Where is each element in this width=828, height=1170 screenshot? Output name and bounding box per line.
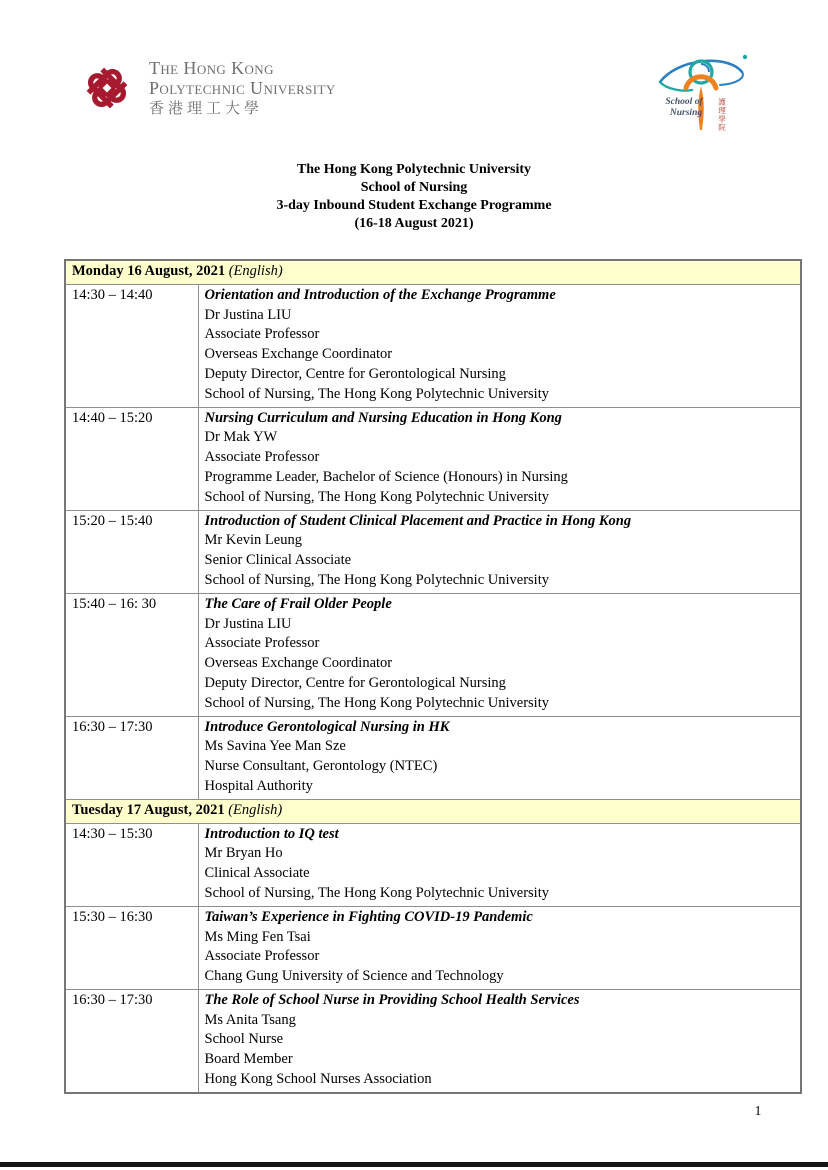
- day-header-cell: [65, 799, 801, 823]
- session-detail: Programme Leader, Bachelor of Science (Honours) in Nursing: [204, 468, 568, 485]
- session-detail: Senior Clinical Associate: [204, 552, 352, 569]
- session-time: 15:20 – 15:40: [65, 510, 198, 593]
- session-content: [198, 284, 801, 407]
- session-row: [65, 510, 801, 593]
- session-detail: Dr Justina LIU: [204, 306, 292, 323]
- session-detail: Ms Ming Fen Tsai: [204, 928, 311, 945]
- session-content: [198, 593, 801, 716]
- session-detail: Overseas Exchange Coordinator: [204, 655, 393, 672]
- session-detail: School Nurse: [204, 1031, 284, 1048]
- day-header-row: [65, 260, 801, 284]
- session-detail: Board Member: [204, 1051, 293, 1068]
- document-title: [0, 161, 828, 233]
- session-row: [65, 407, 801, 510]
- day-date: Tuesday 17 August, 2021: [72, 801, 225, 818]
- son-label-chinese: 護理學院: [717, 98, 727, 132]
- session-detail: Hong Kong School Nurses Association: [204, 1071, 432, 1088]
- day-date: Monday 16 August, 2021: [72, 263, 226, 279]
- session-detail: Nurse Consultant, Gerontology (NTEC): [204, 758, 438, 775]
- polyu-wordmark: [149, 58, 336, 119]
- session-title: Taiwan’s Experience in Fighting COVID-19 Pandemic: [204, 908, 533, 925]
- polyu-emblem-icon: [76, 56, 138, 120]
- session-detail: School of Nursing, The Hong Kong Polytechnic University: [204, 884, 549, 901]
- title-line-programme: 3-day Inbound Student Exchange Programme: [276, 198, 552, 213]
- session-detail: Associate Professor: [204, 326, 320, 343]
- school-of-nursing-logo-icon: [648, 42, 752, 134]
- session-row: [65, 906, 801, 989]
- day-header-cell: [65, 260, 801, 284]
- programme-schedule-table: [64, 259, 802, 1094]
- title-line-dates: (16-18 August 2021): [354, 216, 474, 231]
- session-detail: Deputy Director, Centre for Gerontological Nursing: [204, 674, 506, 691]
- day-header-row: [65, 799, 801, 823]
- polyu-name-chinese: 香港理工大學: [149, 100, 264, 117]
- page-bottom-edge: [0, 1162, 828, 1167]
- session-detail: Dr Mak YW: [204, 429, 278, 446]
- session-time: 14:40 – 15:20: [65, 407, 198, 510]
- session-content: [198, 989, 801, 1092]
- session-row: [65, 284, 801, 407]
- polyu-logo: [76, 56, 336, 120]
- session-detail: Mr Bryan Ho: [204, 845, 283, 862]
- session-time: 15:30 – 16:30: [65, 906, 198, 989]
- session-row: [65, 823, 801, 906]
- session-title: Introduce Gerontological Nursing in HK: [204, 718, 450, 735]
- session-detail: Chang Gung University of Science and Technology: [204, 968, 504, 985]
- polyu-name-line1: The Hong Kong: [149, 57, 274, 78]
- session-detail: Mr Kevin Leung: [204, 532, 302, 549]
- session-title: Introduction to IQ test: [204, 825, 339, 842]
- session-detail: Associate Professor: [204, 948, 320, 965]
- title-line-university: The Hong Kong Polytechnic University: [296, 162, 532, 177]
- son-label-line2: Nursing: [669, 108, 703, 118]
- session-detail: Dr Justina LIU: [204, 615, 292, 632]
- session-content: [198, 823, 801, 906]
- session-title: The Role of School Nurse in Providing School Health Services: [204, 991, 580, 1008]
- session-title: The Care of Frail Older People: [204, 595, 392, 612]
- session-detail: School of Nursing, The Hong Kong Polytechnic University: [204, 571, 549, 588]
- session-detail: School of Nursing, The Hong Kong Polytechnic University: [204, 488, 549, 505]
- title-line-school: School of Nursing: [360, 180, 468, 195]
- session-detail: Ms Anita Tsang: [204, 1011, 296, 1028]
- page-number: 1: [754, 1103, 762, 1118]
- session-time: 15:40 – 16: 30: [65, 593, 198, 716]
- session-detail: Overseas Exchange Coordinator: [204, 346, 393, 363]
- session-title: Introduction of Student Clinical Placement and Practice in Hong Kong: [204, 512, 632, 529]
- session-time: 16:30 – 17:30: [65, 989, 198, 1092]
- session-row: [65, 989, 801, 1092]
- session-content: [198, 906, 801, 989]
- session-row: [65, 716, 801, 799]
- session-detail: School of Nursing, The Hong Kong Polytechnic University: [204, 694, 549, 711]
- session-time: 16:30 – 17:30: [65, 716, 198, 799]
- session-detail: Deputy Director, Centre for Gerontological Nursing: [204, 365, 506, 382]
- school-of-nursing-logo: [648, 42, 752, 134]
- session-detail: Associate Professor: [204, 449, 320, 466]
- session-detail: School of Nursing, The Hong Kong Polytechnic University: [204, 385, 549, 402]
- session-title: Orientation and Introduction of the Exchange Programme: [204, 286, 556, 303]
- session-time: 14:30 – 15:30: [65, 823, 198, 906]
- session-detail: Clinical Associate: [204, 865, 310, 882]
- day-language: (English): [228, 263, 283, 279]
- day-language: (English): [228, 801, 283, 818]
- polyu-name-line2: Polytechnic University: [149, 77, 336, 98]
- session-content: [198, 407, 801, 510]
- session-content: [198, 510, 801, 593]
- session-content: [198, 716, 801, 799]
- session-row: [65, 593, 801, 716]
- session-title: Nursing Curriculum and Nursing Education in Hong Kong: [204, 409, 562, 426]
- session-time: 14:30 – 14:40: [65, 284, 198, 407]
- session-detail: Ms Savina Yee Man Sze: [204, 738, 346, 755]
- session-detail: Associate Professor: [204, 635, 320, 652]
- son-label-line1: School of: [665, 97, 703, 107]
- session-detail: Hospital Authority: [204, 777, 313, 794]
